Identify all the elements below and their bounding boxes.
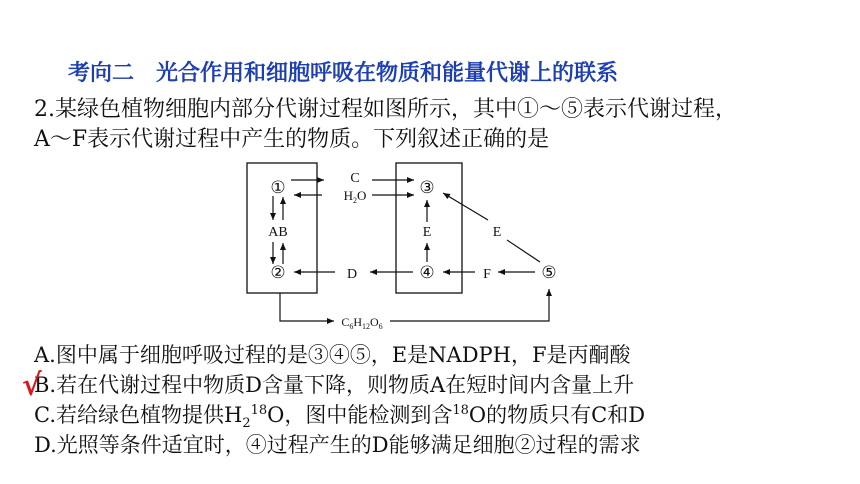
process-4: ④ <box>419 263 435 282</box>
label-glucose: $C_6H_{12}O_6$ <box>341 315 383 331</box>
question-line-2: A～F表示代谢过程中产生的物质。下列叙述正确的是 <box>34 127 550 152</box>
question-line-1: 2.某绿色植物细胞内部分代谢过程如图所示，其中①～⑤表示代谢过程， <box>34 97 737 122</box>
label-D: D <box>346 267 358 282</box>
option-a[interactable]: A.图中属于细胞呼吸过程的是③④⑤，E是NADPH，F是丙酮酸 <box>34 343 631 367</box>
option-b[interactable]: B.若在代谢过程中物质D含量下降，则物质A在短时间内含量上升 <box>34 373 635 397</box>
label-E-side: E <box>492 225 502 240</box>
label-F: F <box>483 267 491 282</box>
label-AB: AB <box>268 225 288 240</box>
correct-checkmark: √ <box>22 368 42 403</box>
option-d[interactable]: D.光照等条件适宜时，④过程产生的D能够满足细胞②过程的需求 <box>34 433 641 457</box>
label-E-mid: E <box>422 225 432 240</box>
process-2: ② <box>270 263 286 282</box>
section-heading: 考向二 光合作用和细胞呼吸在物质和能量代谢上的联系 <box>68 61 619 86</box>
label-H2O: $H_2O$ <box>343 188 367 205</box>
option-c[interactable]: C.若给绿色植物提供$H_2^{18}O$，图中能检测到含$^{18}$O的物质只有C和D <box>34 403 646 432</box>
label-C: C <box>350 171 360 186</box>
process-3: ③ <box>419 178 435 197</box>
process-5: ⑤ <box>541 263 557 282</box>
process-1: ① <box>270 178 286 197</box>
